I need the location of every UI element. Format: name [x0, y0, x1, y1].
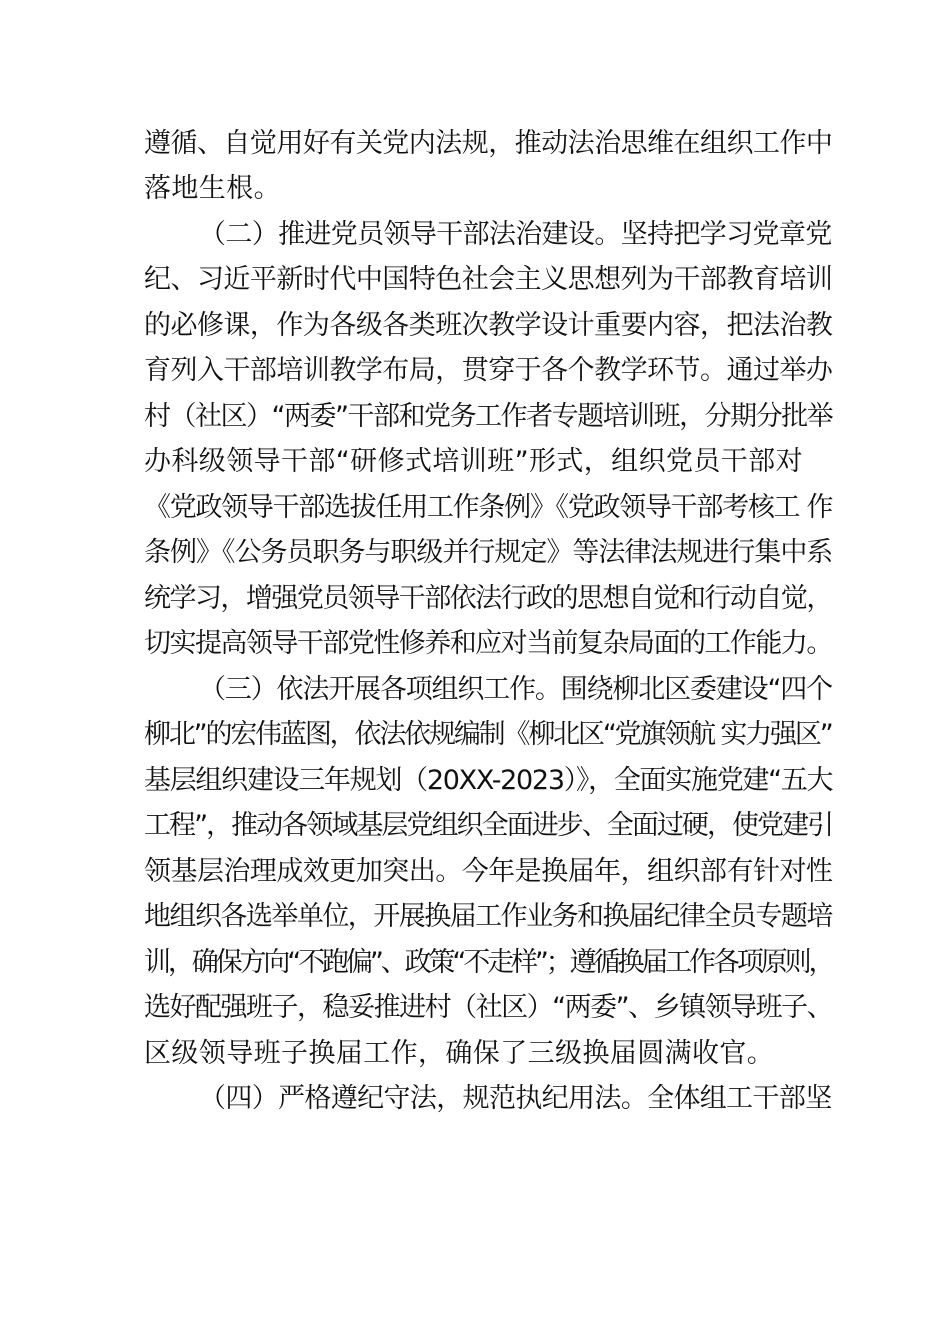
text-line: 训，确保方向“不跑偏”、政策“不走样”；遵循换届工作各项原则，	[144, 947, 833, 978]
paragraph-3-start: （三）依法开展各项组织工作。围绕柳北区委建设“四个	[199, 674, 832, 705]
text-line: 统学习，增强党员领导干部依法行政的思想自觉和行动自觉，	[144, 583, 832, 614]
text-line: 领基层治理成效更加突出。今年是换届年，组织部有针对性	[144, 856, 833, 887]
text-line: 《党政领导干部选拔任用工作条例》《党政领导干部考核工 作	[144, 492, 833, 523]
paragraph-2-start: （二）推进党员领导干部法治建设。坚持把学习党章党	[199, 219, 832, 250]
text-line: 的必修课，作为各级各类班次教学设计重要内容，把法治教	[144, 310, 833, 341]
text-line: 切实提高领导干部党性修养和应对当前复杂局面的工作能力。	[144, 628, 832, 659]
text-line: 柳北”的宏伟蓝图，依法依规编制《柳北区“党旗领航 实力强区”	[144, 719, 832, 750]
text-line: 遵循、自觉用好有关党内法规，推动法治思维在组织工作中	[144, 128, 833, 159]
text-line: 育列入干部培训教学布局，贯穿于各个教学环节。通过举办	[144, 355, 833, 386]
text-line: 村（社区）“两委”干部和党务工作者专题培训班，分期分批举	[144, 401, 833, 432]
text-line: 选好配强班子，稳妥推进村（社区）“两委”、乡镇领导班子、	[144, 992, 833, 1023]
text-line: 落地生根。	[144, 173, 281, 204]
paragraph-4-start: （四）严格遵纪守法，规范执纪用法。全体组工干部坚	[199, 1083, 832, 1114]
text-line: 工程”，推动各领域基层党组织全面进步、全面过硬，使党建引	[144, 810, 833, 841]
text-line: 条例》《公务员职务与职级并行规定》等法律法规进行集中系	[144, 537, 833, 568]
text-line: 地组织各选举单位，开展换届工作业务和换届纪律全员专题培	[144, 901, 832, 932]
text-line: 纪、习近平新时代中国特色社会主义思想列为干部教育培训	[144, 264, 833, 295]
text-line: 办科级领导干部“研修式培训班”形式，组织党员干部对	[144, 446, 803, 477]
text-line: 基层组织建设三年规划（20XX-2023）》，全面实施党建“五大	[144, 765, 833, 796]
text-line: 区级领导班子换届工作，确保了三级换届圆满收官。	[144, 1038, 775, 1069]
